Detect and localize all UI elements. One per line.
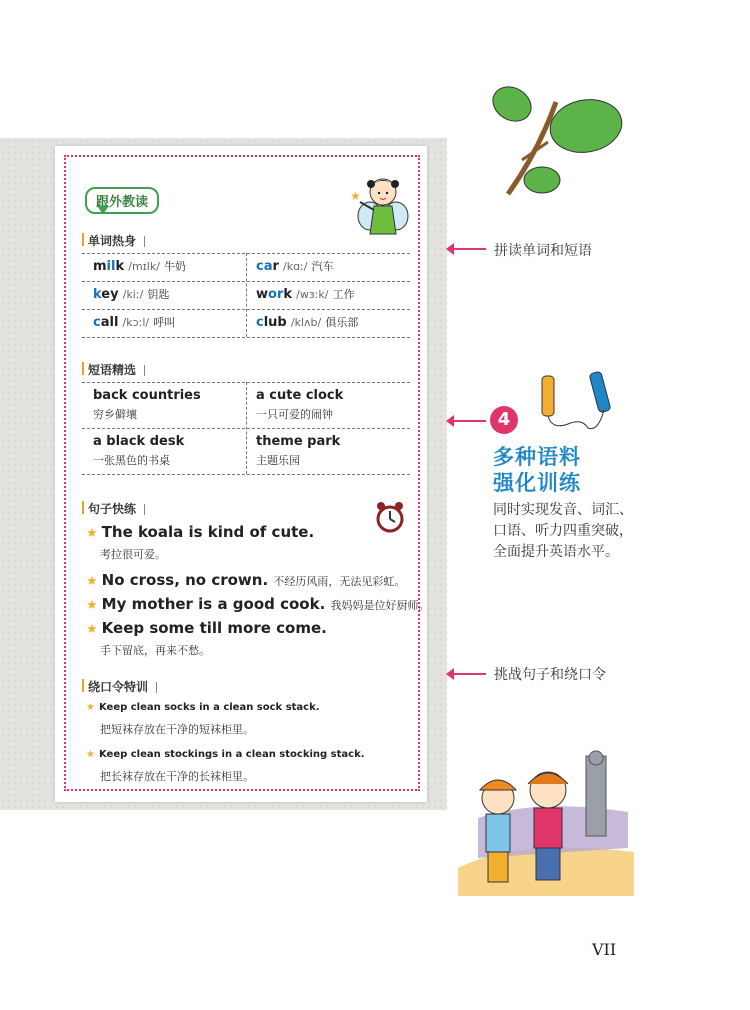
leaf-branch-illustration xyxy=(488,82,626,200)
phrases-section-heading: 短语精选 xyxy=(82,361,145,378)
words-section-heading: 单词热身 xyxy=(82,232,145,249)
feature-description: 同时实现发音、词汇、口语、听力四重突破，全面提升英语水平。 xyxy=(493,502,633,560)
kids-statue-illustration xyxy=(458,748,634,896)
tongue-twister-translation: 把短袜存放在干净的短袜柜里。 xyxy=(100,723,254,736)
annotation-top: 拼读单词和短语 xyxy=(494,243,592,259)
phrase-item: theme park 主题乐园 xyxy=(256,434,341,467)
sentence-item: ★ No cross, no crown. 不经历风雨，无法见彩虹。 xyxy=(86,571,406,589)
fairy-illustration xyxy=(340,168,418,246)
tongue-twister-translation: 把长袜存放在干净的长袜柜里。 xyxy=(100,770,254,783)
word-item: club /klʌb/ 俱乐部 xyxy=(256,315,359,330)
phrase-item: a black desk 一张黑色的书桌 xyxy=(93,434,185,467)
page-number: VII xyxy=(592,940,617,959)
tongue-twister-item: ★ Keep clean socks in a clean sock stack. xyxy=(86,702,320,713)
telephone-illustration xyxy=(532,368,622,434)
phrases-grid xyxy=(82,382,410,474)
sentences-section-heading: 句子快练 xyxy=(82,500,145,517)
tongue-twister-item: ★ Keep clean stockings in a clean stocking stack. xyxy=(86,749,365,760)
arrow-top xyxy=(452,248,486,250)
arrow-bottom xyxy=(452,673,486,675)
feature-title-line2: 强化训练 xyxy=(493,471,581,495)
badge-tail xyxy=(97,206,109,214)
annotation-bottom: 挑战句子和绕口令 xyxy=(494,667,606,683)
sentence-item: ★ The koala is kind of cute. xyxy=(86,523,315,541)
word-item: milk /mɪlk/ 牛奶 xyxy=(93,259,187,274)
sentence-item: ★ My mother is a good cook. 我妈妈是位好厨师。 xyxy=(86,595,430,613)
sentence-translation: 考拉很可爱。 xyxy=(100,548,166,561)
arrow-middle xyxy=(452,420,486,422)
phrase-item: a cute clock 一只可爱的闹钟 xyxy=(256,388,344,421)
feature-number-circle: 4 xyxy=(490,406,518,434)
word-item: key /kiː/ 钥匙 xyxy=(93,287,170,302)
word-item: car /kɑː/ 汽车 xyxy=(256,259,334,274)
feature-title-line1: 多种语料 xyxy=(493,445,581,469)
alarm-clock-icon xyxy=(374,499,406,535)
phrase-item: back countries 穷乡僻壤 xyxy=(93,388,201,421)
sentence-item: ★ Keep some till more come. xyxy=(86,619,327,637)
section-badge: 跟外教读 xyxy=(85,187,159,214)
word-item: call /kɔːl/ 呼叫 xyxy=(93,315,176,330)
word-item: work /wɜːk/ 工作 xyxy=(256,287,355,302)
tongue-twister-heading: 绕口令特训 xyxy=(82,678,157,695)
sentence-translation: 手下留底，再来不愁。 xyxy=(100,644,210,657)
words-grid xyxy=(82,253,410,337)
svg-text:★: ★ xyxy=(350,189,361,203)
